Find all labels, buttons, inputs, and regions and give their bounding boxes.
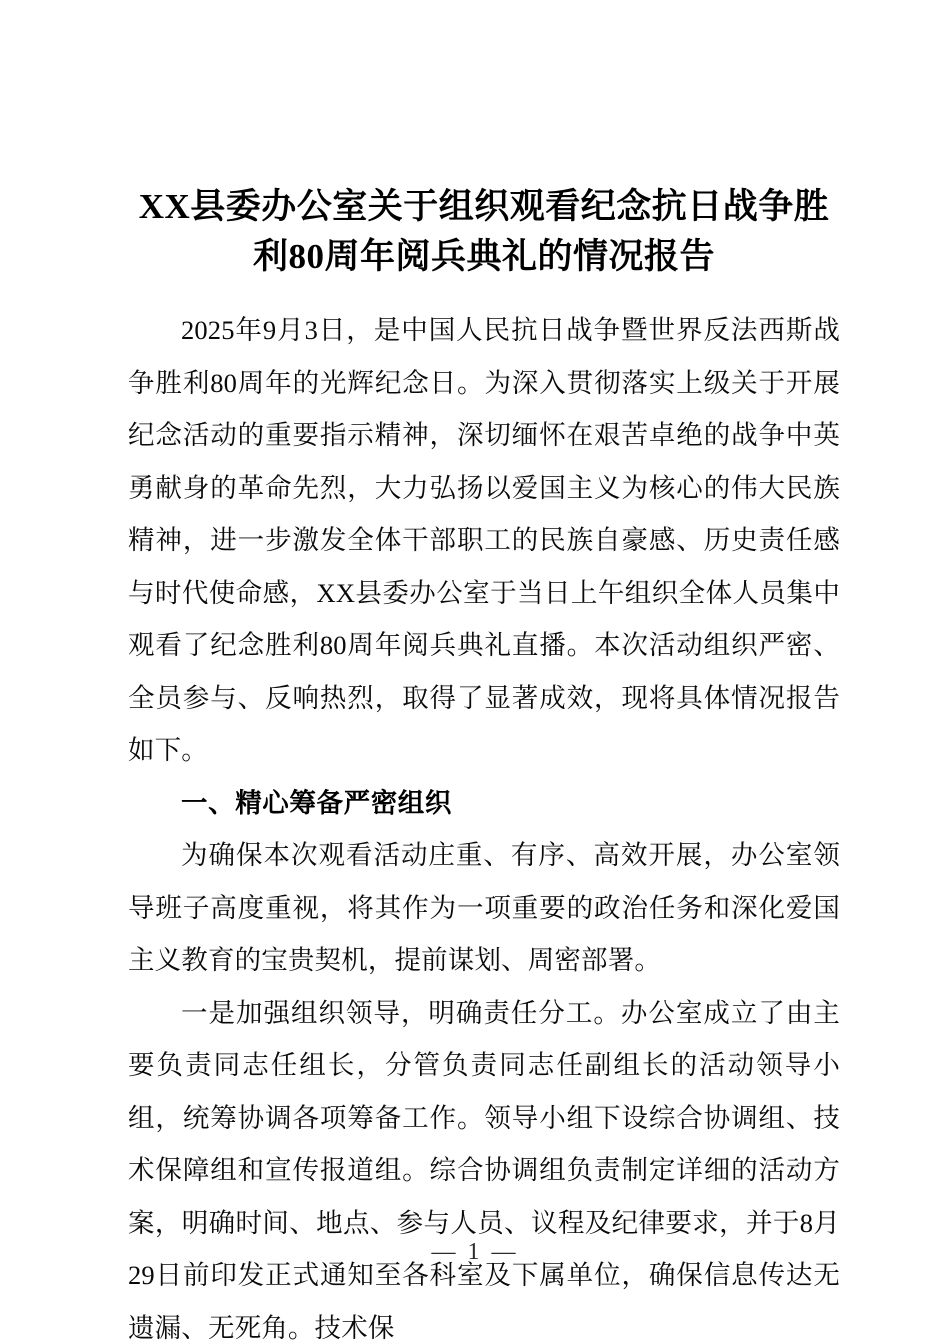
paragraph-section1-2: 一是加强组织领导，明确责任分工。办公室成立了由主要负责同志任组长，分管负责同志任副组长的活动领导小组，统筹协调各项筹备工作。领导小组下设综合协调组、技术保障组和宣传报道组。综合协调组负责制定详细的活动方案，明确时间、地点、参与人员、议程及纪律要求，并于8月29日前印发正式通知至各科室及下属单位，确保信息传达无遗漏、无死角。技术保	[128, 997, 840, 1343]
paragraph-intro: 2025年9月3日，是中国人民抗日战争暨世界反法西斯战争胜利80周年的光辉纪念日。为深入贯彻落实上级关于开展纪念活动的重要指示精神，深切缅怀在艰苦卓绝的战争中英勇献身的革命先烈，大力弘扬以爱国主义为核心的伟大民族精神，进一步激发全体干部职工的民族自豪感、历史责任感与时代使命感，XX县委办公室于当日上午组织全体人员集中观看了纪念胜利80周年阅兵典礼直播。本次活动组织严密、全员参与、反响热烈，取得了显著成效，现将具体情况报告如下。	[128, 315, 840, 765]
section-heading-1: 一、精心筹备严密组织	[181, 787, 452, 818]
document-content	[128, 0, 840, 1344]
page-number: — 1 —	[431, 1239, 519, 1265]
paragraph-section1-1: 为确保本次观看活动庄重、有序、高效开展，办公室领导班子高度重视，将其作为一项重要的政治任务和深化爱国主义教育的宝贵契机，提前谋划、周密部署。	[128, 840, 840, 975]
page-title-line-1: XX县委办公室关于组织观看纪念抗日战争胜	[138, 187, 830, 226]
page-title	[128, 0, 840, 282]
page-title-line-2: 利80周年阅兵典礼的情况报告	[252, 237, 715, 276]
